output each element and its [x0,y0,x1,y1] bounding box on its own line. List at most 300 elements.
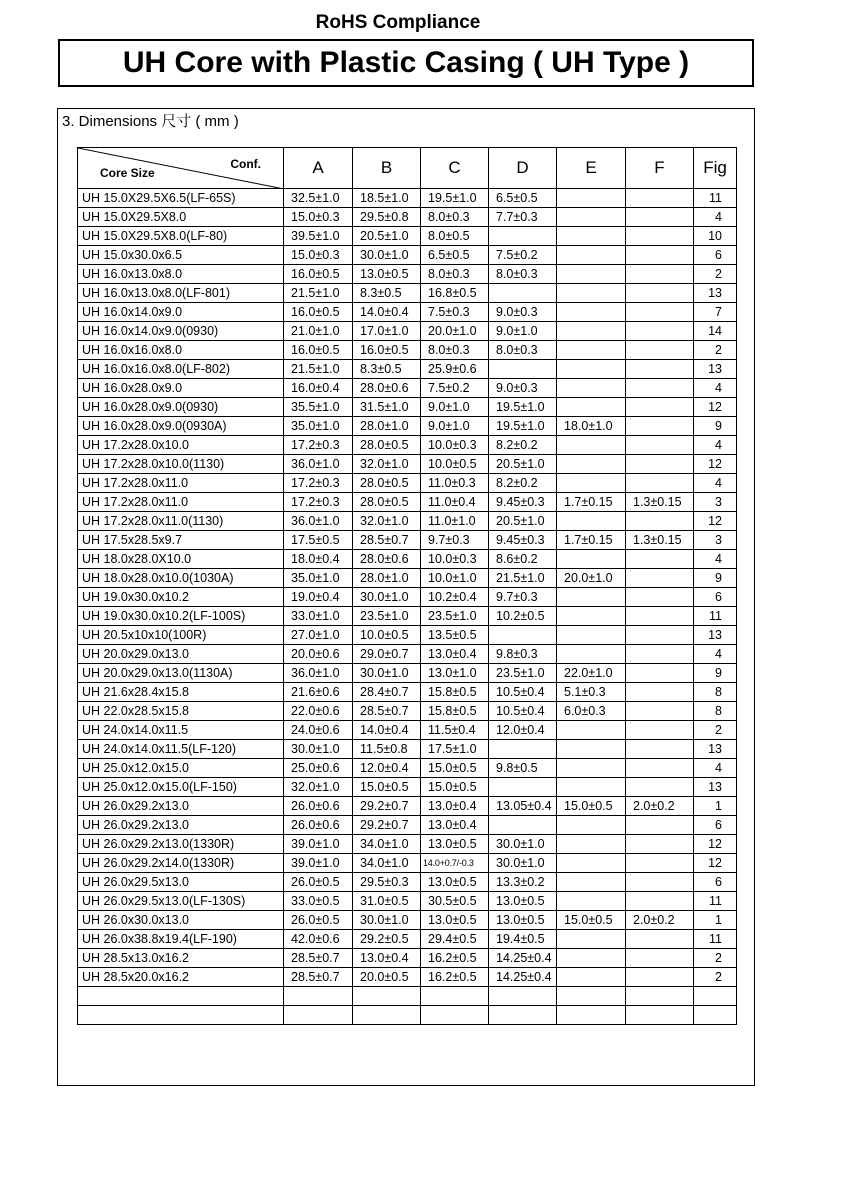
dim-d-cell: 9.8±0.5 [489,759,557,778]
empty-cell [694,987,737,1006]
dim-c-cell: 16.2±0.5 [421,949,489,968]
dim-f-cell [626,436,694,455]
table-row [78,474,737,493]
dim-a-cell: 15.0±0.3 [284,208,353,227]
dim-c-cell: 13.0±0.4 [421,816,489,835]
core-size-cell: UH 28.5x20.0x16.2 [78,968,284,987]
dim-c-cell: 8.0±0.5 [421,227,489,246]
core-size-cell: UH 26.0x29.5x13.0(LF-130S) [78,892,284,911]
column-header-f: F [626,148,694,189]
dim-a-cell: 33.0±1.0 [284,607,353,626]
dim-d-cell: 13.05±0.4 [489,797,557,816]
dim-e-cell [557,968,626,987]
table-row [78,531,737,550]
dim-f-cell: 1.3±0.15 [626,493,694,512]
header-core-size-label: Core Size [100,166,155,180]
dim-d-cell: 9.7±0.3 [489,588,557,607]
dim-e-cell [557,873,626,892]
dim-a-cell: 39.5±1.0 [284,227,353,246]
dim-c-cell: 16.2±0.5 [421,968,489,987]
table-row [78,664,737,683]
dim-c-cell: 23.5±1.0 [421,607,489,626]
dim-c-cell: 11.0±1.0 [421,512,489,531]
dim-c-cell: 19.5±1.0 [421,189,489,208]
dim-c-cell: 11.5±0.4 [421,721,489,740]
dim-f-cell [626,740,694,759]
dim-b-cell: 28.0±0.6 [353,379,421,398]
core-size-cell: UH 16.0x14.0x9.0 [78,303,284,322]
dim-a-cell: 21.5±1.0 [284,360,353,379]
empty-table-row [78,1006,737,1025]
dim-c-cell: 25.9±0.6 [421,360,489,379]
table-row [78,227,737,246]
fig-cell: 4 [694,208,737,227]
dim-e-cell [557,246,626,265]
core-size-cell: UH 20.0x29.0x13.0(1130A) [78,664,284,683]
dim-d-cell: 20.5±1.0 [489,455,557,474]
core-size-cell: UH 20.5x10x10(100R) [78,626,284,645]
table-row [78,930,737,949]
dim-a-cell: 27.0±1.0 [284,626,353,645]
dim-a-cell: 15.0±0.3 [284,246,353,265]
dim-e-cell [557,778,626,797]
dim-c-cell: 14.0+0.7/-0.3 [421,854,489,873]
dim-c-cell: 10.0±0.5 [421,455,489,474]
fig-cell: 4 [694,474,737,493]
dim-a-cell: 35.5±1.0 [284,398,353,417]
fig-cell: 3 [694,531,737,550]
table-row [78,607,737,626]
column-header-a: A [284,148,353,189]
dim-e-cell [557,607,626,626]
dim-e-cell: 15.0±0.5 [557,797,626,816]
dim-d-cell: 9.0±0.3 [489,303,557,322]
table-row [78,740,737,759]
dim-e-cell: 5.1±0.3 [557,683,626,702]
table-row [78,322,737,341]
document-title: UH Core with Plastic Casing ( UH Type ) [58,39,754,87]
dim-f-cell: 2.0±0.2 [626,797,694,816]
fig-cell: 2 [694,341,737,360]
dim-f-cell [626,265,694,284]
table-row [78,949,737,968]
core-size-cell: UH 26.0x29.2x13.0(1330R) [78,835,284,854]
core-size-cell: UH 17.2x28.0x10.0(1130) [78,455,284,474]
dim-c-cell: 13.0±0.4 [421,797,489,816]
dim-f-cell [626,588,694,607]
table-row [78,417,737,436]
dim-a-cell: 21.0±1.0 [284,322,353,341]
dim-d-cell: 8.2±0.2 [489,436,557,455]
dim-c-cell: 10.2±0.4 [421,588,489,607]
dim-b-cell: 23.5±1.0 [353,607,421,626]
dim-d-cell [489,626,557,645]
empty-cell [78,1006,284,1025]
core-size-cell: UH 19.0x30.0x10.2(LF-100S) [78,607,284,626]
dim-d-cell: 12.0±0.4 [489,721,557,740]
dim-b-cell: 20.5±1.0 [353,227,421,246]
dim-f-cell [626,550,694,569]
dim-f-cell [626,322,694,341]
dim-b-cell: 17.0±1.0 [353,322,421,341]
empty-cell [557,1006,626,1025]
dim-f-cell [626,816,694,835]
dim-e-cell [557,740,626,759]
dim-d-cell: 7.7±0.3 [489,208,557,227]
dim-d-cell: 30.0±1.0 [489,854,557,873]
fig-cell: 2 [694,721,737,740]
dim-f-cell [626,854,694,873]
dim-a-cell: 24.0±0.6 [284,721,353,740]
dim-e-cell [557,189,626,208]
table-row [78,341,737,360]
fig-cell: 4 [694,645,737,664]
fig-cell: 2 [694,968,737,987]
core-size-cell: UH 24.0x14.0x11.5(LF-120) [78,740,284,759]
column-header-fig: Fig [694,148,737,189]
dim-c-cell: 10.0±0.3 [421,550,489,569]
dim-b-cell: 28.0±0.5 [353,436,421,455]
dim-f-cell [626,949,694,968]
dim-a-cell: 26.0±0.5 [284,873,353,892]
dim-a-cell: 18.0±0.4 [284,550,353,569]
empty-table-row [78,987,737,1006]
empty-cell [78,987,284,1006]
dim-a-cell: 21.6±0.6 [284,683,353,702]
fig-cell: 11 [694,892,737,911]
dim-b-cell: 13.0±0.5 [353,265,421,284]
dim-d-cell: 8.6±0.2 [489,550,557,569]
dim-b-cell: 29.2±0.7 [353,797,421,816]
fig-cell: 12 [694,398,737,417]
fig-cell: 6 [694,816,737,835]
dim-d-cell: 19.5±1.0 [489,417,557,436]
core-size-cell: UH 17.2x28.0x11.0 [78,474,284,493]
dim-f-cell [626,227,694,246]
dim-d-cell [489,816,557,835]
table-row [78,455,737,474]
fig-cell: 9 [694,664,737,683]
dim-a-cell: 16.0±0.5 [284,303,353,322]
dim-b-cell: 34.0±1.0 [353,854,421,873]
table-row [78,968,737,987]
table-row [78,835,737,854]
table-header-row [78,148,737,189]
dim-b-cell: 10.0±0.5 [353,626,421,645]
dim-e-cell [557,930,626,949]
empty-cell [557,987,626,1006]
fig-cell: 4 [694,436,737,455]
core-size-cell: UH 28.5x13.0x16.2 [78,949,284,968]
table-row [78,721,737,740]
dim-f-cell [626,721,694,740]
dim-c-cell: 8.0±0.3 [421,265,489,284]
dim-b-cell: 29.5±0.3 [353,873,421,892]
core-size-cell: UH 15.0X29.5X8.0 [78,208,284,227]
dim-b-cell: 28.0±0.5 [353,474,421,493]
dim-c-cell: 10.0±1.0 [421,569,489,588]
dim-d-cell: 10.2±0.5 [489,607,557,626]
dim-b-cell: 31.0±0.5 [353,892,421,911]
fig-cell: 14 [694,322,737,341]
dim-b-cell: 28.0±1.0 [353,417,421,436]
dim-e-cell [557,227,626,246]
dim-c-cell: 8.0±0.3 [421,341,489,360]
fig-cell: 12 [694,854,737,873]
fig-cell: 13 [694,778,737,797]
dim-e-cell [557,550,626,569]
dim-b-cell: 30.0±1.0 [353,664,421,683]
dim-d-cell: 14.25±0.4 [489,949,557,968]
empty-cell [284,987,353,1006]
dim-c-cell: 10.0±0.3 [421,436,489,455]
dim-f-cell [626,645,694,664]
dim-b-cell: 32.0±1.0 [353,455,421,474]
fig-cell: 6 [694,873,737,892]
fig-cell: 12 [694,512,737,531]
dim-b-cell: 16.0±0.5 [353,341,421,360]
dim-d-cell: 13.0±0.5 [489,911,557,930]
fig-cell: 1 [694,911,737,930]
dim-e-cell [557,588,626,607]
dim-d-cell: 10.5±0.4 [489,683,557,702]
dim-a-cell: 22.0±0.6 [284,702,353,721]
dim-b-cell: 28.0±0.6 [353,550,421,569]
fig-cell: 7 [694,303,737,322]
core-size-cell: UH 16.0x28.0x9.0(0930A) [78,417,284,436]
dim-e-cell: 18.0±1.0 [557,417,626,436]
dim-f-cell [626,607,694,626]
dim-a-cell: 36.0±1.0 [284,512,353,531]
empty-cell [626,1006,694,1025]
core-size-cell: UH 26.0x38.8x19.4(LF-190) [78,930,284,949]
dim-f-cell [626,284,694,303]
dim-e-cell [557,626,626,645]
table-row [78,702,737,721]
dim-e-cell: 1.7±0.15 [557,531,626,550]
dim-b-cell: 29.2±0.7 [353,816,421,835]
fig-cell: 6 [694,246,737,265]
dim-a-cell: 17.2±0.3 [284,436,353,455]
fig-cell: 2 [694,949,737,968]
core-size-cell: UH 16.0x28.0x9.0(0930) [78,398,284,417]
column-header-e: E [557,148,626,189]
core-size-cell: UH 26.0x29.5x13.0 [78,873,284,892]
dim-b-cell: 8.3±0.5 [353,360,421,379]
core-size-cell: UH 24.0x14.0x11.5 [78,721,284,740]
dim-f-cell [626,930,694,949]
fig-cell: 11 [694,607,737,626]
dim-d-cell [489,284,557,303]
dim-a-cell: 19.0±0.4 [284,588,353,607]
dim-e-cell [557,322,626,341]
table-row [78,493,737,512]
dim-d-cell [489,778,557,797]
dim-d-cell: 14.25±0.4 [489,968,557,987]
dim-c-cell: 7.5±0.2 [421,379,489,398]
dim-d-cell: 8.0±0.3 [489,265,557,284]
table-row [78,246,737,265]
dim-c-cell: 30.5±0.5 [421,892,489,911]
fig-cell: 13 [694,360,737,379]
dim-f-cell [626,246,694,265]
dim-f-cell [626,379,694,398]
table-row [78,626,737,645]
dim-b-cell: 30.0±1.0 [353,911,421,930]
dim-b-cell: 28.0±0.5 [353,493,421,512]
empty-cell [694,1006,737,1025]
table-row [78,360,737,379]
core-size-cell: UH 19.0x30.0x10.2 [78,588,284,607]
dim-f-cell [626,474,694,493]
column-header-c: C [421,148,489,189]
core-size-cell: UH 17.2x28.0x11.0(1130) [78,512,284,531]
dim-c-cell: 13.0±0.5 [421,835,489,854]
dim-f-cell [626,892,694,911]
dim-a-cell: 16.0±0.4 [284,379,353,398]
empty-cell [489,987,557,1006]
dim-a-cell: 26.0±0.6 [284,797,353,816]
core-size-cell: UH 26.0x29.2x14.0(1330R) [78,854,284,873]
dim-d-cell: 8.2±0.2 [489,474,557,493]
dim-b-cell: 30.0±1.0 [353,246,421,265]
section-title: 3. Dimensions 尺寸 ( mm ) [62,113,239,130]
dim-d-cell: 9.0±1.0 [489,322,557,341]
fig-cell: 13 [694,740,737,759]
dim-f-cell [626,341,694,360]
dim-d-cell: 6.5±0.5 [489,189,557,208]
dim-a-cell: 36.0±1.0 [284,664,353,683]
dim-d-cell: 7.5±0.2 [489,246,557,265]
dim-e-cell [557,341,626,360]
dim-c-cell: 13.0±0.4 [421,645,489,664]
empty-cell [489,1006,557,1025]
core-size-cell: UH 21.6x28.4x15.8 [78,683,284,702]
core-size-cell: UH 26.0x29.2x13.0 [78,797,284,816]
fig-cell: 2 [694,265,737,284]
dim-c-cell: 13.0±0.5 [421,873,489,892]
dim-b-cell: 8.3±0.5 [353,284,421,303]
dim-b-cell: 28.5±0.7 [353,702,421,721]
dim-e-cell [557,854,626,873]
dim-c-cell: 11.0±0.3 [421,474,489,493]
fig-cell: 11 [694,189,737,208]
dim-b-cell: 28.0±1.0 [353,569,421,588]
dim-b-cell: 29.0±0.7 [353,645,421,664]
dim-d-cell: 9.8±0.3 [489,645,557,664]
table-row [78,436,737,455]
dim-e-cell [557,360,626,379]
dim-e-cell: 1.7±0.15 [557,493,626,512]
dim-f-cell: 2.0±0.2 [626,911,694,930]
dim-a-cell: 35.0±1.0 [284,417,353,436]
dim-c-cell: 13.0±0.5 [421,911,489,930]
core-size-cell: UH 17.2x28.0x10.0 [78,436,284,455]
empty-cell [421,987,489,1006]
core-size-cell: UH 26.0x29.2x13.0 [78,816,284,835]
dim-c-cell: 16.8±0.5 [421,284,489,303]
dim-f-cell: 1.3±0.15 [626,531,694,550]
dim-a-cell: 39.0±1.0 [284,854,353,873]
core-size-cell: UH 15.0x30.0x6.5 [78,246,284,265]
dim-e-cell [557,512,626,531]
dim-e-cell [557,835,626,854]
dim-a-cell: 16.0±0.5 [284,265,353,284]
dim-c-cell: 9.0±1.0 [421,398,489,417]
dim-a-cell: 33.0±0.5 [284,892,353,911]
dim-e-cell [557,892,626,911]
core-size-cell: UH 16.0x13.0x8.0(LF-801) [78,284,284,303]
table-row [78,816,737,835]
dim-b-cell: 28.5±0.7 [353,531,421,550]
dim-b-cell: 32.0±1.0 [353,512,421,531]
table-row [78,911,737,930]
empty-cell [421,1006,489,1025]
dim-c-cell: 15.0±0.5 [421,778,489,797]
dim-c-cell: 13.0±1.0 [421,664,489,683]
dim-c-cell: 9.0±1.0 [421,417,489,436]
dim-d-cell: 13.0±0.5 [489,892,557,911]
dim-a-cell: 39.0±1.0 [284,835,353,854]
dim-d-cell: 9.0±0.3 [489,379,557,398]
dim-f-cell [626,626,694,645]
table-row [78,778,737,797]
core-size-cell: UH 15.0X29.5X8.0(LF-80) [78,227,284,246]
dim-e-cell [557,379,626,398]
dim-e-cell [557,208,626,227]
dim-f-cell [626,455,694,474]
fig-cell: 12 [694,455,737,474]
core-size-cell: UH 18.0x28.0x10.0(1030A) [78,569,284,588]
table-row [78,683,737,702]
dim-c-cell: 9.7±0.3 [421,531,489,550]
dim-b-cell: 28.4±0.7 [353,683,421,702]
dim-c-cell: 6.5±0.5 [421,246,489,265]
fig-cell: 12 [694,835,737,854]
fig-cell: 4 [694,759,737,778]
dim-a-cell: 17.2±0.3 [284,493,353,512]
dim-b-cell: 11.5±0.8 [353,740,421,759]
dim-f-cell [626,417,694,436]
dim-d-cell: 30.0±1.0 [489,835,557,854]
table-row [78,379,737,398]
dim-f-cell [626,873,694,892]
table-row [78,265,737,284]
dim-e-cell [557,303,626,322]
dim-c-cell: 15.8±0.5 [421,683,489,702]
dim-d-cell: 23.5±1.0 [489,664,557,683]
fig-cell: 9 [694,569,737,588]
dim-e-cell [557,455,626,474]
table-row [78,189,737,208]
dim-a-cell: 26.0±0.6 [284,816,353,835]
dimensions-table [77,147,737,1025]
dim-c-cell: 15.0±0.5 [421,759,489,778]
dim-d-cell: 20.5±1.0 [489,512,557,531]
fig-cell: 10 [694,227,737,246]
dim-c-cell: 11.0±0.4 [421,493,489,512]
core-size-cell: UH 16.0x16.0x8.0(LF-802) [78,360,284,379]
table-row [78,759,737,778]
dim-d-cell: 21.5±1.0 [489,569,557,588]
dim-a-cell: 32.5±1.0 [284,189,353,208]
core-size-cell: UH 25.0x12.0x15.0(LF-150) [78,778,284,797]
dim-c-cell: 8.0±0.3 [421,208,489,227]
column-header-d: D [489,148,557,189]
dim-a-cell: 35.0±1.0 [284,569,353,588]
dim-d-cell: 10.5±0.4 [489,702,557,721]
dim-d-cell: 13.3±0.2 [489,873,557,892]
